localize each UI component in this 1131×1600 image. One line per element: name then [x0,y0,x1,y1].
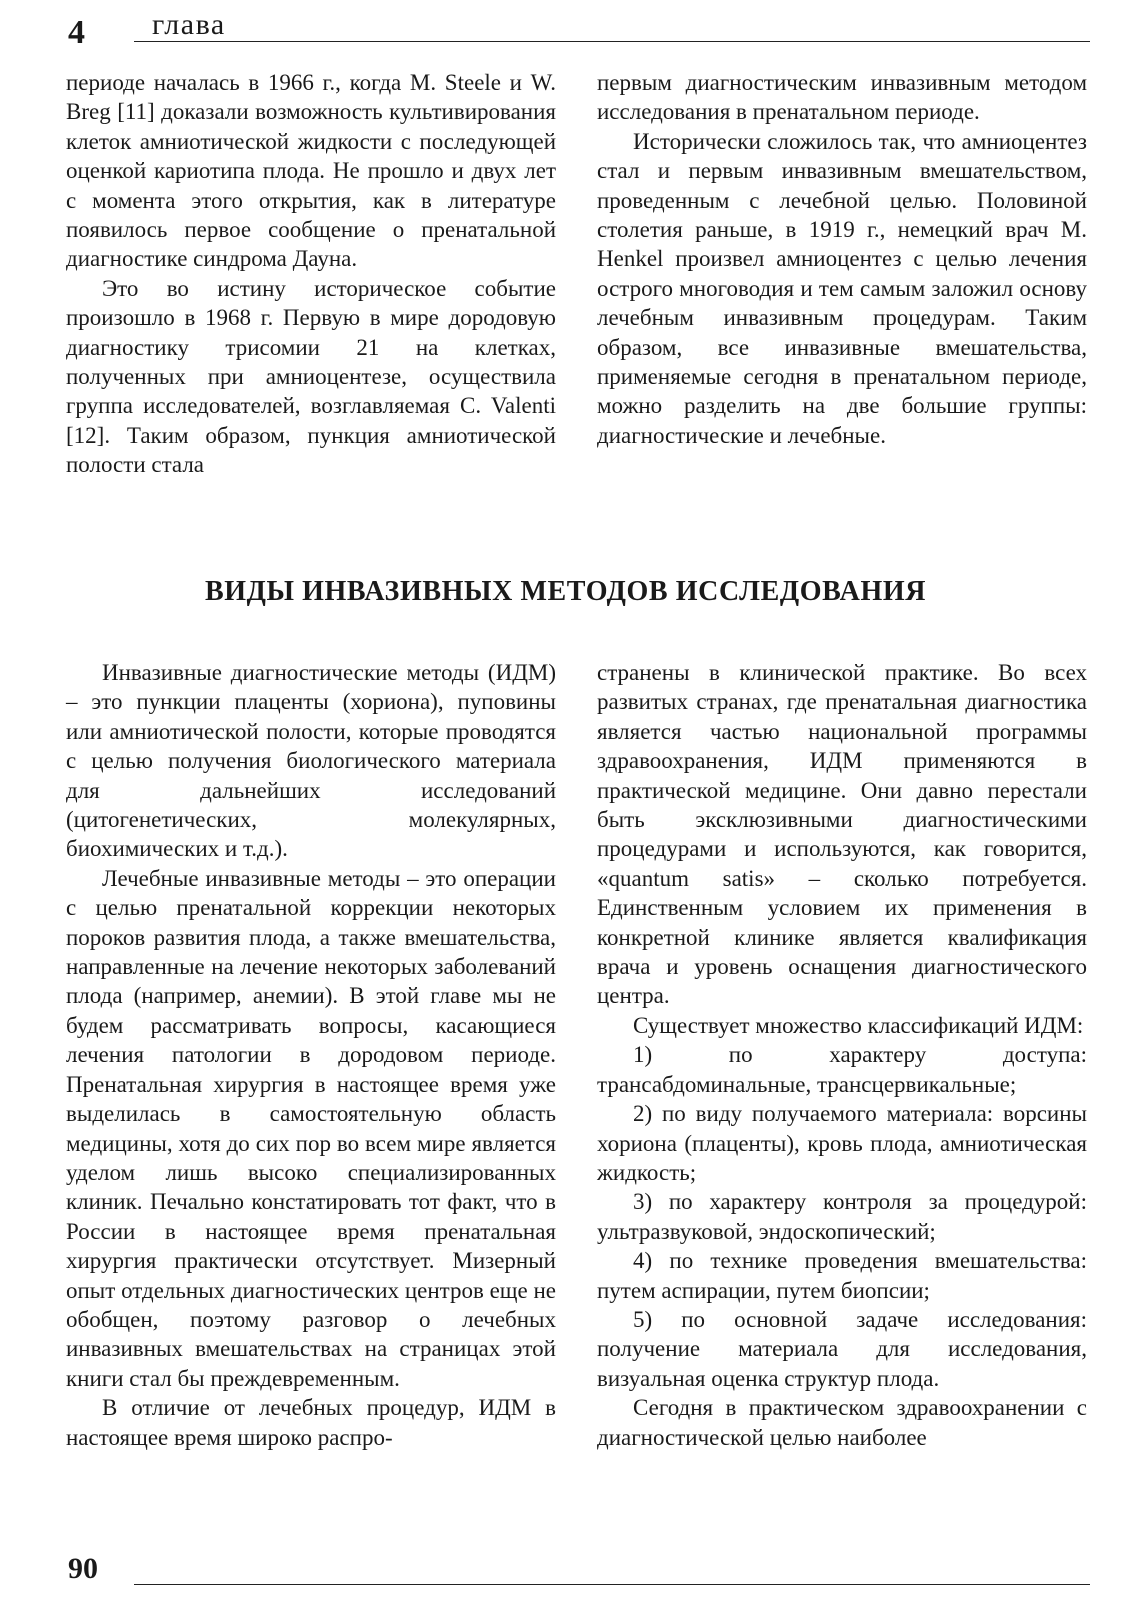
chapter-number: 4 [68,14,85,51]
chapter-label: глава [152,8,226,41]
paragraph: Существует множество классификаций ИДМ: [633,1012,1084,1038]
footer-rule [134,1584,1090,1585]
section-left-column [66,658,556,1452]
paragraph: В отличие от лечебных процедур, ИДМ в настоящее время широко распро- [66,1395,556,1450]
list-item: 5) по основной задаче исследования: получение материала для исследования, визуальная оценка структур плода. [597,1306,1087,1391]
paragraph: Сегодня в практическом здравоохранении с диагностической целью наиболее [597,1395,1087,1450]
list-item: 3) по характеру контроля за процедурой: ультразвуковой, эндоскопический; [597,1189,1087,1244]
intro-right-column [597,68,1087,450]
list-item: 4) по технике проведения вмешательства: путем аспирации, путем биопсии; [597,1248,1087,1303]
paragraph: первым диагностическим инвазивным методом исследования в пренатальном периоде. [597,70,1087,125]
list-item: 2) по виду получаемого материала: ворсины хориона (плаценты), кровь плода, амниотическая жидкость; [597,1101,1087,1185]
intro-left-column [66,68,556,480]
page-number: 90 [68,1552,98,1585]
header-rule [134,41,1090,42]
section-right-column [597,658,1087,1452]
paragraph: Инвазивные диагностические методы (ИДМ) – это пункции плаценты (хориона), пуповины или амниотической полости, которые проводятся с целью получения биологического материала для дальнейших исследований (цитогенетических, молекулярных, биохимических и т.д.). [66,660,556,862]
list-item: 1) по характеру доступа: трансабдоминальные, трансцервикальные; [597,1042,1087,1097]
paragraph: странены в клинической практике. Во всех развитых странах, где пренатальная диагностика является частью национальной программы здравоохранения, ИДМ применяются в практической медицине. Они давно перестали быть эксклюзивными диагностическими процедурами и используются, как говорится, «quantum satis» – сколько потребуется. Единственным условием их применения в конкретной клинике является квалификация врача и уровень оснащения диагностического центра. [597,660,1087,1009]
paragraph: Это во истину историческое событие произошло в 1968 г. Первую в мире дородовую диагностику трисомии 21 на клетках, полученных при амниоцентезе, осуществила группа исследователей, возглавляемая C. Valenti [12]. Таким образом, пункция амниотической полости стала [66,275,556,478]
paragraph: Исторически сложилось так, что амниоцентез стал и первым инвазивным вмешательством, проведенным с лечебной целью. Половиной столетия раньше, в 1919 г., немецкий врач M. Henkel произвел амниоцентез с целью лечения острого многоводия и тем самым заложил основу лечебным инвазивным процедурам. Таким образом, все инвазивные вмешательства, применяемые сегодня в пренатальном периоде, можно разделить на две большие группы: диагностические и лечебные. [597,128,1087,448]
paragraph: Лечебные инвазивные методы – это операции с целью пренатальной коррекции некоторых пороков развития плода, а также вмешательства, направленные на лечение некоторых заболеваний плода (например, анемии). В этой главе мы не будем рассматривать вопросы, касающиеся лечения патологии в дородовом периоде. Пренатальная хирургия в настоящее время уже выделилась в самостоятельную область медицины, хотя до сих пор во всем мире является уделом лишь высоко специализированных клиник. Печально констатировать тот факт, что в России в настоящее время пренатальная хирургия практически отсутствует. Мизерный опыт отдельных диагностических центров еще не обобщен, поэтому разговор о лечебных инвазивных вмешательствах на страницах этой книги стал бы преждевременным. [66,865,556,1391]
section-heading: ВИДЫ ИНВАЗИВНЫХ МЕТОДОВ ИССЛЕДОВАНИЯ [204,576,927,607]
paragraph: периоде началась в 1966 г., когда M. Steele и W. Breg [11] доказали возможность культивирования клеток амниотической жидкости с последующей оценкой кариотипа плода. Не прошло и двух лет с момента этого открытия, как в литературе появилось первое сообщение о пренатальной диагностике синдрома Дауна. [66,70,556,272]
